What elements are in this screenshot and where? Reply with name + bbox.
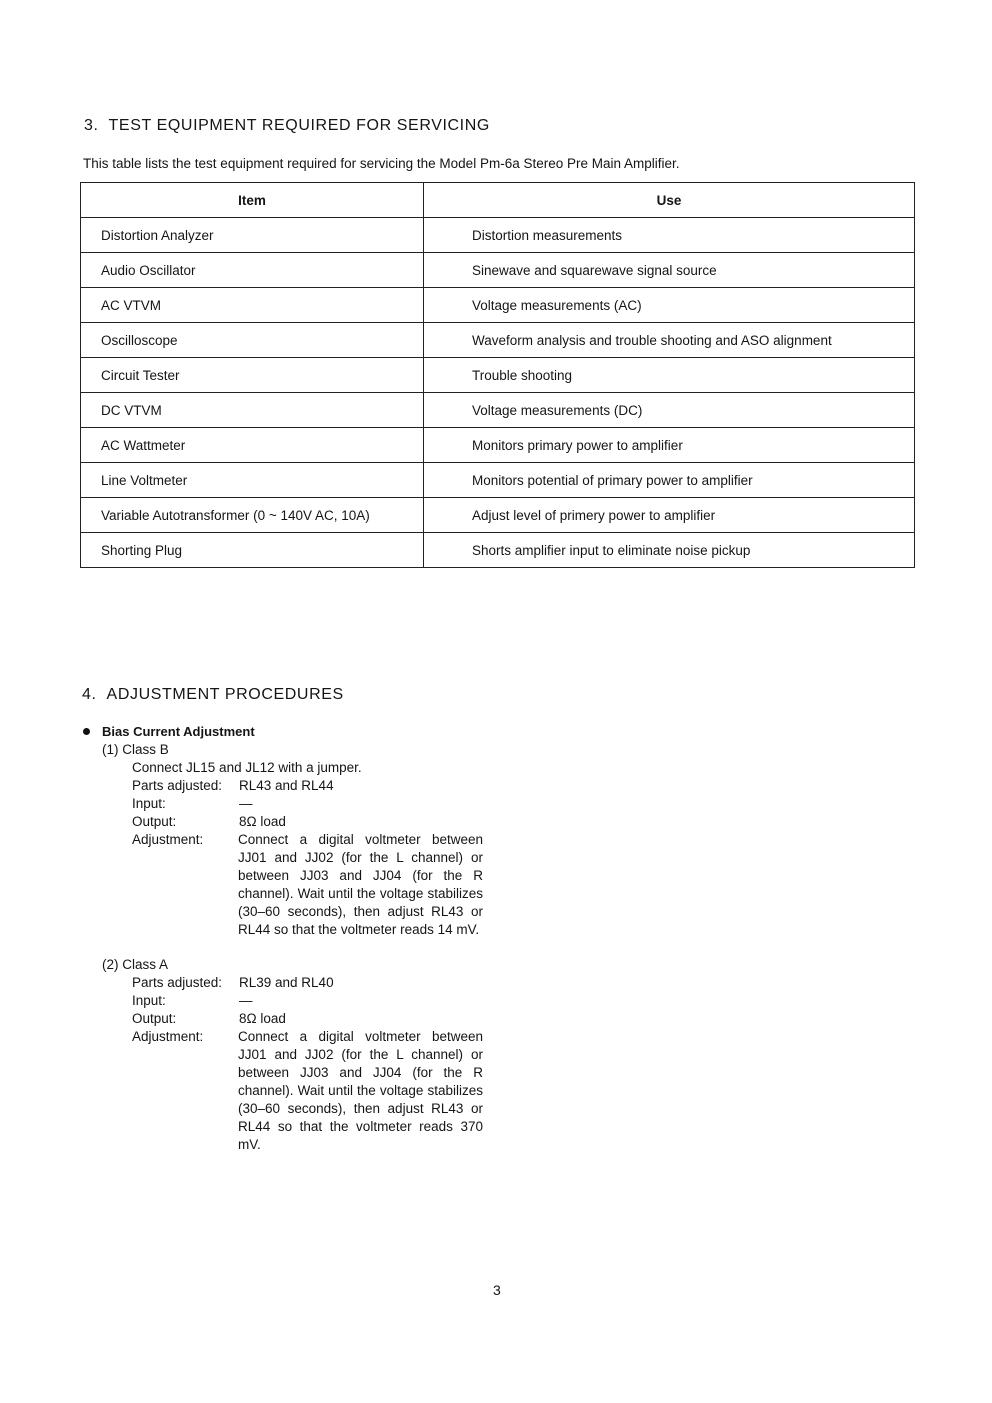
class-b-label: (1) Class B <box>102 742 169 757</box>
equipment-use: Adjust level of primery power to amplifier <box>424 498 915 533</box>
class-b-parts-value: RL43 and RL44 <box>239 778 334 793</box>
equipment-use: Shorts amplifier input to eliminate noise pickup <box>424 533 915 568</box>
class-a-output-label: Output: <box>132 1011 177 1026</box>
column-header-item: Item <box>81 183 424 218</box>
equipment-use: Distortion measurements <box>424 218 915 253</box>
table-row <box>81 218 915 253</box>
class-b-output-label: Output: <box>132 814 177 829</box>
equipment-use: Sinewave and squarewave signal source <box>424 253 915 288</box>
class-a-adjustment-text: Connect a digital voltmeter between JJ01 and JJ02 (for the L channel) or between JJ03 and JJ04 (for the R channel). Wait until the voltage stabilizes (30–60 seconds), then adjust RL43 or RL44 so that the voltmeter reads 370 mV. <box>238 1029 483 1152</box>
class-a-label: (2) Class A <box>102 957 169 972</box>
equipment-use: Waveform analysis and trouble shooting and ASO alignment <box>424 323 915 358</box>
column-header-use: Use <box>424 183 915 218</box>
class-a-adjustment-label: Adjustment: <box>132 1029 204 1044</box>
equipment-item: AC VTVM <box>81 288 424 323</box>
class-b-instruction: Connect JL15 and JL12 with a jumper. <box>132 760 362 775</box>
bias-current-heading <box>83 724 255 739</box>
class-a-output-value: 8Ω load <box>239 1011 286 1026</box>
table-row <box>81 358 915 393</box>
section-3-title <box>84 117 490 135</box>
equipment-item: Shorting Plug <box>81 533 424 568</box>
table-row <box>81 428 915 463</box>
section-3-heading: TEST EQUIPMENT REQUIRED FOR SERVICING <box>108 117 490 134</box>
class-a-parts-value: RL39 and RL40 <box>239 975 334 990</box>
table-header-row <box>81 183 915 218</box>
table-row <box>81 533 915 568</box>
equipment-item: AC Wattmeter <box>81 428 424 463</box>
equipment-item: Variable Autotransformer (0 ~ 140V AC, 10A) <box>81 498 424 533</box>
equipment-item: Audio Oscillator <box>81 253 424 288</box>
equipment-item: Oscilloscope <box>81 323 424 358</box>
bullet-icon <box>83 728 90 735</box>
table-row <box>81 393 915 428</box>
table-row <box>81 498 915 533</box>
equipment-use: Monitors potential of primary power to amplifier <box>424 463 915 498</box>
table-row <box>81 288 915 323</box>
class-b-input-value: — <box>239 796 253 811</box>
class-b-adjustment-label: Adjustment: <box>132 832 204 847</box>
equipment-item: DC VTVM <box>81 393 424 428</box>
test-equipment-table <box>80 182 915 568</box>
equipment-item: Distortion Analyzer <box>81 218 424 253</box>
equipment-item: Line Voltmeter <box>81 463 424 498</box>
bias-heading-text: Bias Current Adjustment <box>102 724 255 739</box>
section-3-number: 3. <box>84 117 99 134</box>
equipment-use: Monitors primary power to amplifier <box>424 428 915 463</box>
equipment-use: Voltage measurements (DC) <box>424 393 915 428</box>
section-4-number: 4. <box>82 686 97 703</box>
section-4-title <box>82 686 344 704</box>
class-a-parts-label: Parts adjusted: <box>132 975 223 990</box>
table-row <box>81 463 915 498</box>
equipment-use: Trouble shooting <box>424 358 915 393</box>
section-3-intro: This table lists the test equipment required for servicing the Model Pm-6a Stereo Pre Main Amplifier. <box>83 156 680 171</box>
class-b-input-label: Input: <box>132 796 166 811</box>
table-row <box>81 253 915 288</box>
class-b-parts-label: Parts adjusted: <box>132 778 223 793</box>
equipment-item: Circuit Tester <box>81 358 424 393</box>
table-row <box>81 323 915 358</box>
section-4-heading: ADJUSTMENT PROCEDURES <box>106 686 344 703</box>
class-a-input-value: — <box>239 993 253 1008</box>
class-b-output-value: 8Ω load <box>239 814 286 829</box>
class-b-adjustment-text: Connect a digital voltmeter between JJ01 and JJ02 (for the L channel) or between JJ03 and JJ04 (for the R channel). Wait until the voltage stabilizes (30–60 seconds), then adjust RL43 or RL44 so that the voltmeter reads 14 mV. <box>238 832 483 937</box>
page-number: 3 <box>493 1282 501 1298</box>
class-a-input-label: Input: <box>132 993 166 1008</box>
equipment-use: Voltage measurements (AC) <box>424 288 915 323</box>
